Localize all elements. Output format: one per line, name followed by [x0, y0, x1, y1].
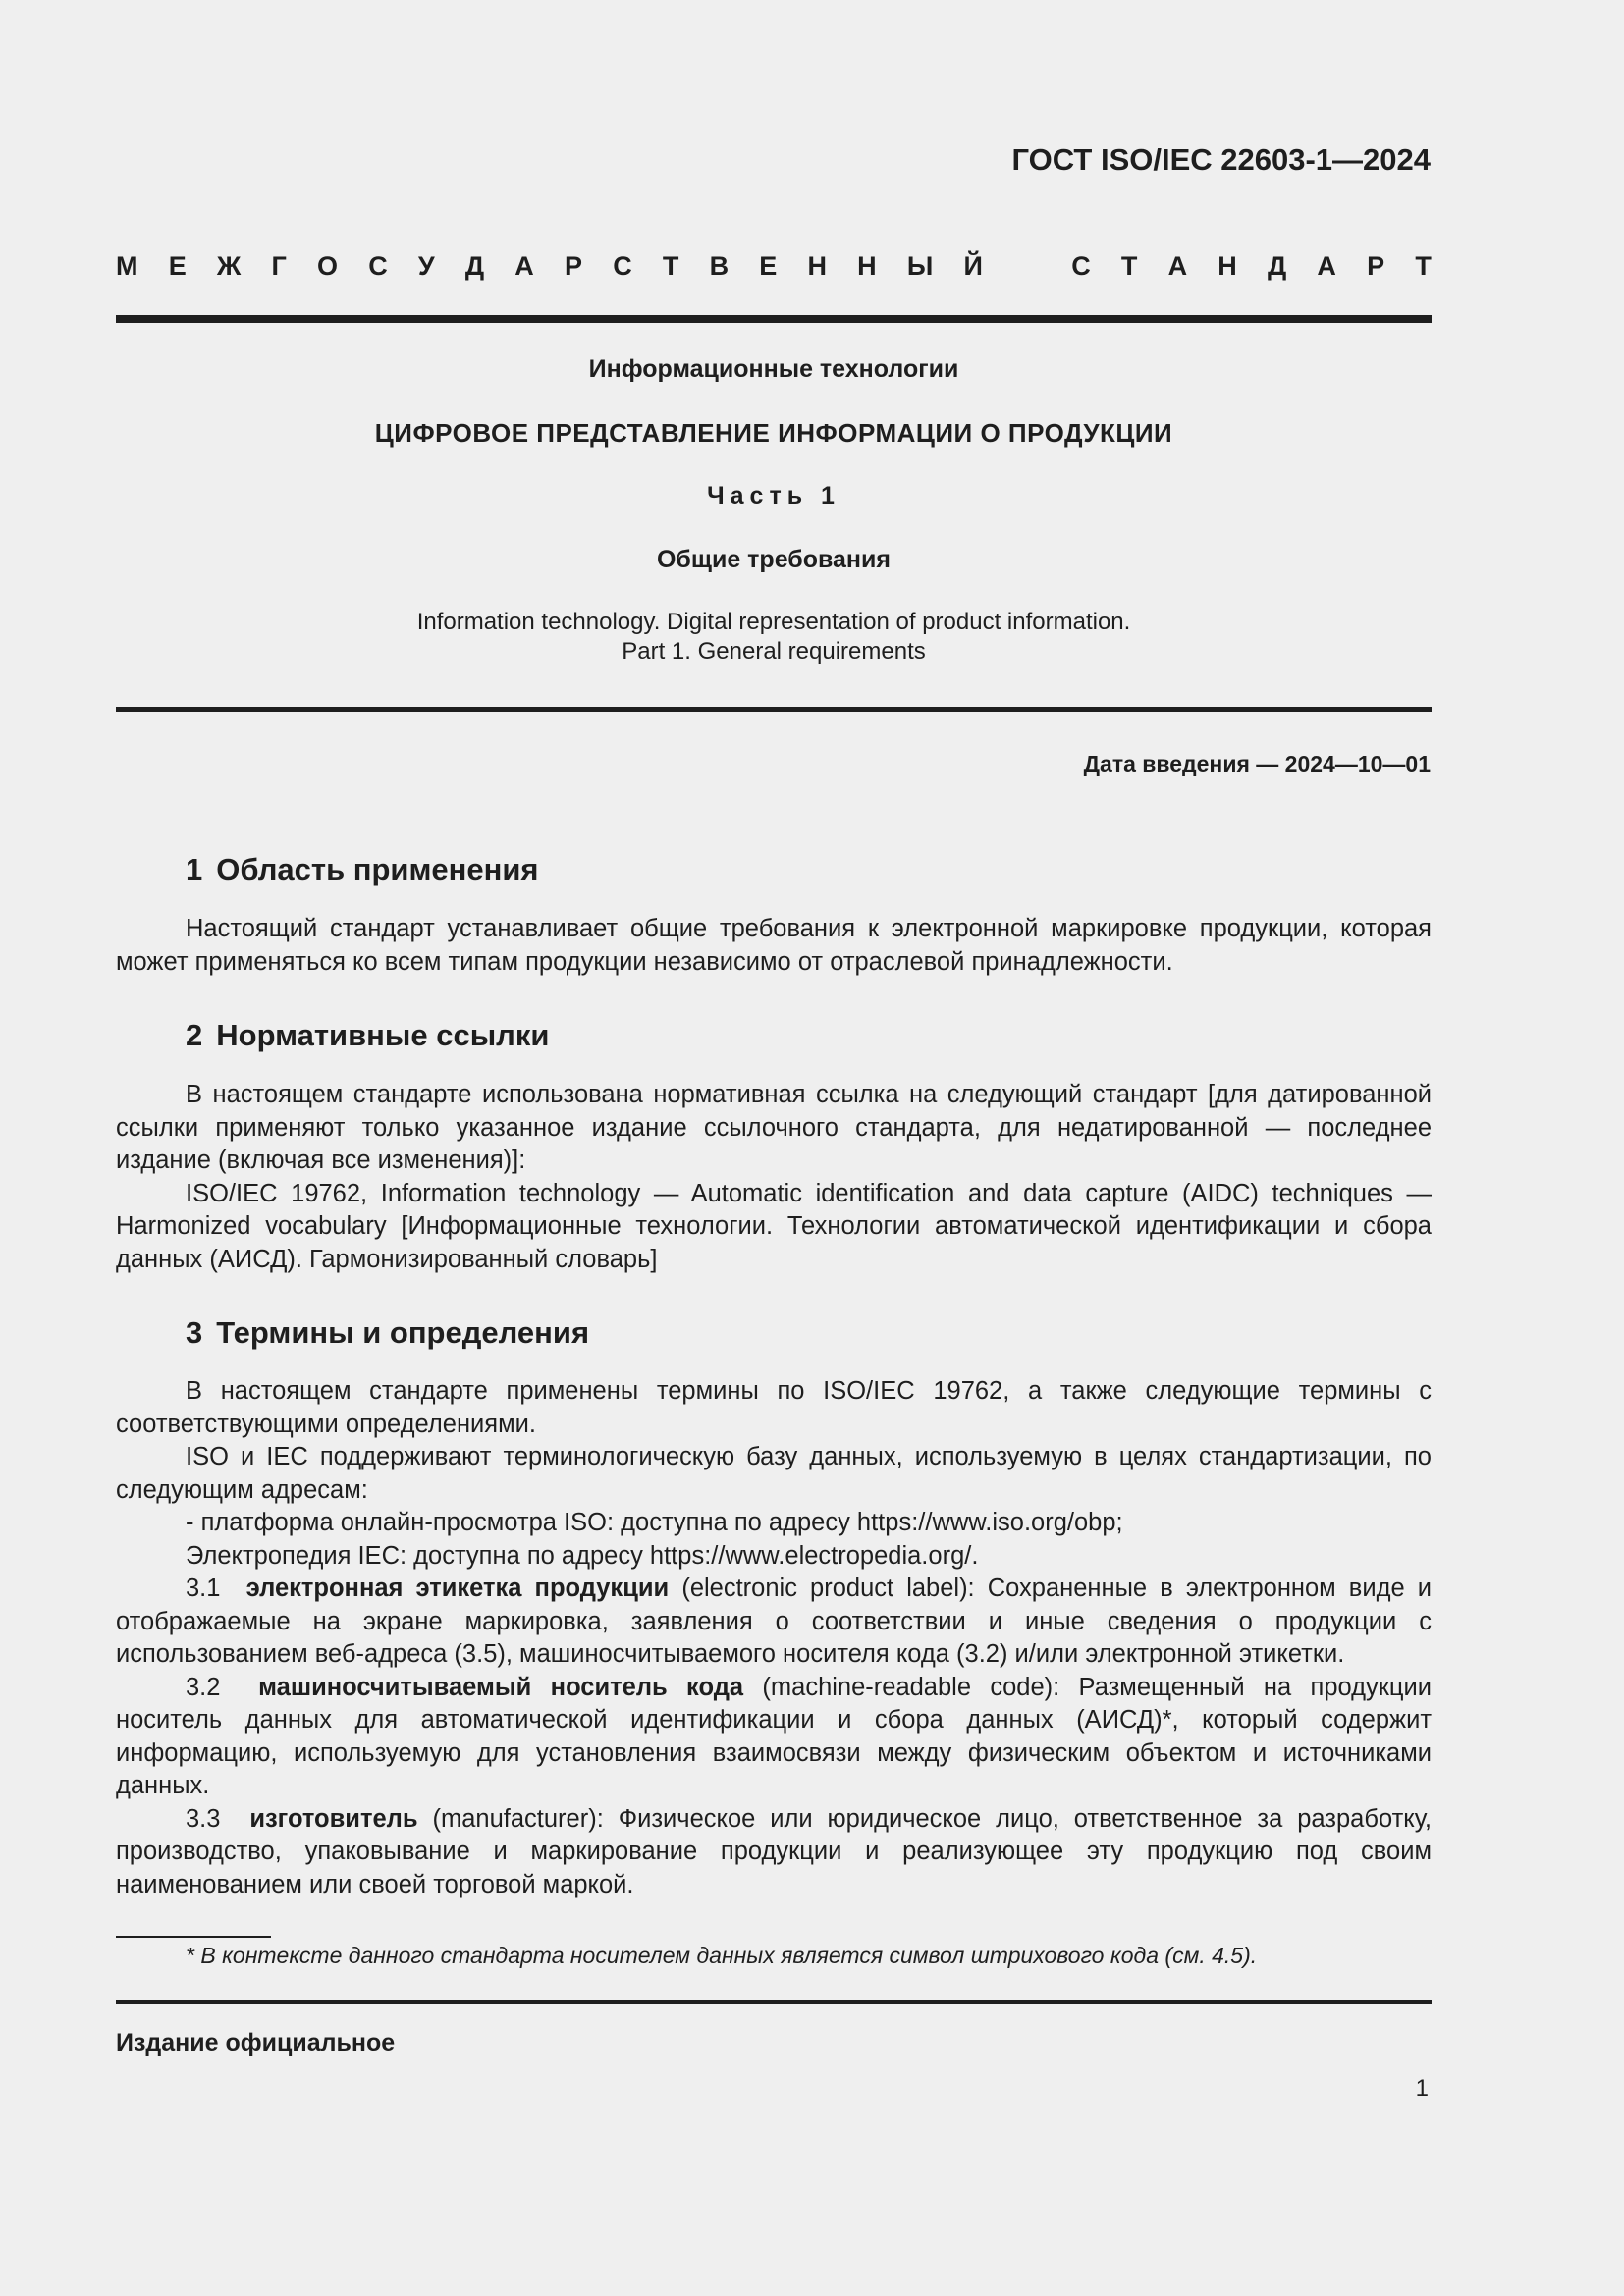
banner-letter: В: [709, 251, 730, 281]
title-subtitle: Общие требования: [656, 546, 891, 573]
footnote-divider: [116, 1936, 271, 1938]
banner-letter: С: [1071, 251, 1091, 281]
term-name: изготовитель: [249, 1804, 418, 1833]
banner-letter: Р: [1367, 251, 1385, 281]
introduction-date: Дата введения — 2024—10—01: [1083, 751, 1431, 776]
term-number: 3.3: [186, 1804, 221, 1833]
section-heading: [186, 1018, 549, 1053]
banner-letter: Т: [662, 251, 679, 281]
banner-letter: Ы: [906, 251, 934, 281]
banner-letter: А: [1317, 251, 1336, 281]
banner-letter: О: [316, 251, 338, 281]
section-title: Нормативные ссылки: [216, 1018, 550, 1052]
banner-letter: М: [116, 251, 138, 281]
banner-letter: Н: [857, 251, 877, 281]
title-field: Информационные технологии: [588, 355, 959, 383]
banner-letter: У: [417, 251, 435, 281]
banner-letter: Й: [963, 251, 983, 281]
header-divider: [116, 315, 1432, 323]
list-item: - платформа онлайн-просмотра ISO: доступна по адресу https://www.iso.org/obp;: [186, 1509, 1123, 1536]
paragraph: В настоящем стандарте применены термины по ISO/IEC 19762, а также следующие термины с соответствующими определениями.: [116, 1377, 1432, 1438]
interstate-standard-banner: [116, 251, 1432, 282]
term-definition: (manufacturer): Физическое или юридическое лицо, ответственное за разработку, производство, упаковывание и маркирование продукции и реализующее эту продукцию под своим наименованием или своей торговой маркой.: [116, 1804, 1432, 1898]
section-title: Область применения: [216, 852, 539, 886]
banner-letter: А: [514, 251, 534, 281]
banner-letter: А: [1167, 251, 1188, 281]
banner-letter: Ж: [216, 251, 242, 281]
banner-letter: Г: [271, 251, 287, 281]
term-entry: [116, 1573, 1432, 1672]
title-english-line: Part 1. General requirements: [622, 638, 926, 665]
banner-letter: Р: [564, 251, 582, 281]
title-english: [116, 608, 1432, 667]
paragraph: Настоящий стандарт устанавливает общие требования к электронной маркировке продукции, которая может применяться ко всем типам продукции независимо от отраслевой принадлежности.: [116, 915, 1432, 976]
section-body: [116, 1375, 1432, 1901]
footnote: * В контексте данного стандарта носителем данных является символ штрихового кода (см. 4.5).: [186, 1943, 1258, 1968]
banner-letter: Н: [807, 251, 827, 281]
term-definition: (machine-readable code): Размещенный на продукции носитель данных для автоматической идентификации и сбора данных (АИСД)*, который содержит информацию, используемую для установления взаимосвязи между физическим объектом и источниками данных.: [116, 1673, 1433, 1799]
section-body: [116, 913, 1432, 979]
term-number: 3.1: [186, 1575, 221, 1602]
banner-letter: Е: [759, 251, 778, 281]
term-name: машиносчитываемый носитель кода: [258, 1673, 744, 1701]
section-number: 3: [186, 1315, 203, 1350]
banner-letter: Д: [464, 251, 485, 281]
title-main: ЦИФРОВОЕ ПРЕДСТАВЛЕНИЕ ИНФОРМАЦИИ О ПРОДУКЦИИ: [374, 418, 1173, 448]
paragraph: ISO и IEC поддерживают терминологическую базу данных, используемую в целях стандартизации, по следующим адресам:: [116, 1443, 1432, 1504]
banner-letter: Е: [168, 251, 187, 281]
banner-letter: С: [613, 251, 632, 281]
title-part: Часть 1: [707, 482, 840, 509]
banner-letter: Т: [1415, 251, 1432, 281]
term-number: 3.2: [186, 1673, 221, 1701]
banner-letter: Д: [1267, 251, 1287, 281]
term-definition: (electronic product label): Сохраненные в электронном виде и отображаемые на экране маркировка, заявления о соответствии и иные сведения о продукции с использованием веб-адреса (3.5), машиносчитываемого носителя кода (3.2) и/или электронной этикетки.: [116, 1575, 1432, 1668]
paragraph: ISO/IEC 19762, Information technology — Automatic identification and data capture (AIDC) techniques — Harmonized vocabulary [Информационные технологии. Технологии автоматической идентификации и сбора данных (АИСД). Гармонизированный словарь]: [116, 1179, 1432, 1273]
section-body: [116, 1079, 1432, 1276]
paragraph: Электропедия IEC: доступна по адресу https://www.electropedia.org/.: [186, 1541, 979, 1570]
section-heading: [186, 852, 539, 887]
term-entry: [116, 1803, 1432, 1902]
footer-divider: [116, 2000, 1432, 2004]
title-english-line: Information technology. Digital representation of product information.: [416, 609, 1131, 635]
banner-letter: С: [368, 251, 388, 281]
document-code: ГОСТ ISO/IEC 22603-1—2024: [1011, 142, 1431, 177]
official-edition-label: Издание официальное: [116, 2029, 396, 2056]
banner-word-gap: [1013, 251, 1041, 282]
term-name: электронная этикетка продукции: [245, 1575, 670, 1602]
section-title: Термины и определения: [216, 1315, 590, 1350]
page-number: 1: [1415, 2075, 1429, 2102]
section-heading: [186, 1315, 589, 1351]
section-number: 2: [186, 1018, 203, 1052]
paragraph: В настоящем стандарте использована нормативная ссылка на следующий стандарт [для датированной ссылки применяют только указанное издание ссылочного стандарта, для недатированной — последнее издание (включая все изменения)]:: [116, 1081, 1432, 1174]
title-divider: [116, 707, 1432, 712]
term-entry: [116, 1672, 1432, 1803]
section-number: 1: [186, 852, 203, 886]
banner-letter: Т: [1120, 251, 1138, 281]
banner-letter: Н: [1218, 251, 1237, 281]
